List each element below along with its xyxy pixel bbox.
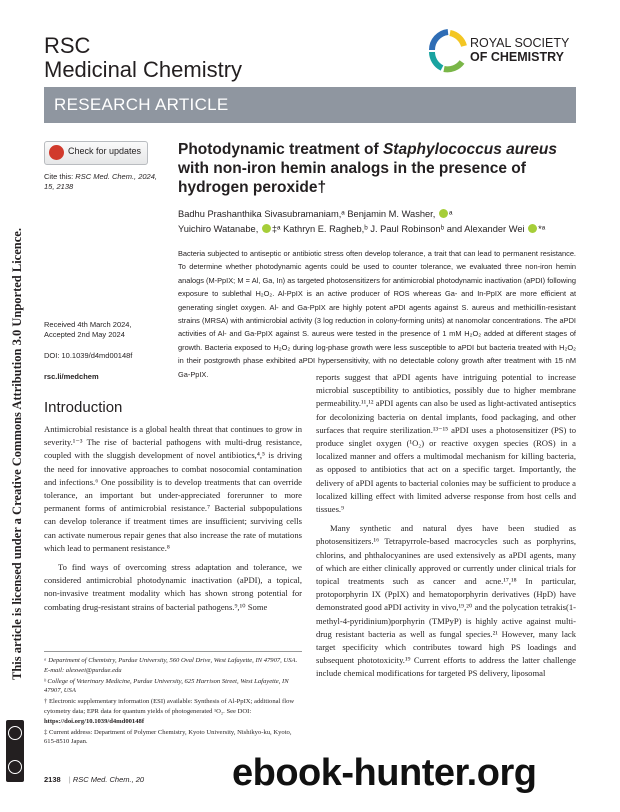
- cite-label: Cite this:: [44, 172, 74, 181]
- paragraph: reports suggest that aPDI agents have intriguing potential to increase microbial susceptibility to antibiotics, possibly due to higher membrane permeability.¹¹,¹² aPDI agents can also be used as light-activated antiseptics for decolonizing bacteria on dental implants, food packaging, and other surfaces that require sterilization.¹³⁻¹⁵ aPDI uses a photosensitizer (PS) to produce singlet oxygen (¹O₂) or reactive oxygen species (ROS) in a localized manner and offers a multimodal mechanism for killing bacteria, as opposed to antibiotics that act on a specific target. Importantly, the delivery of aPDI agents to bacterial colonies may be sufficient to produce a localized killing effect with limited adverse response from host cells and tissues.⁹: [316, 372, 576, 515]
- paragraph: Antimicrobial resistance is a global health threat that continues to grow in severity.¹⁻³ The rise of bacterial pathogens with multi-drug resistance, coupled with the sluggish development of novel antibiotics,⁴,⁵ is driving the need for innovative approaches to combat nosocomial contamination and infections.⁶ One possibility is to develop treatments that can override tolerance, an important but under-appreciated forerunner to more permanent forms of antimicrobial resistance.⁷ Bacterial subpopulations can develop tolerance if treatment times are insufficient; surviving cells can activate numerous repair genes that also increase the rate of mutations which lead to permanent resistance.⁸: [44, 424, 302, 553]
- author-list: [178, 207, 578, 237]
- doi: DOI: 10.1039/d4md00148f: [44, 351, 133, 360]
- page-footer: 2138 | RSC Med. Chem., 20: [44, 775, 145, 784]
- licence-strip: [10, 210, 24, 680]
- abstract: Bacteria subjected to antiseptic or antibiotic stress often develop tolerance, a trait that can lead to permanent resistance. To determine whether photodynamic agents could be used to counter tolerance, we evaluated three non-iron hemin analogs (M-PpIX; M = Al, Ga, In) as targeted photosensitizers for antimicrobial photodynamic inactivation (aPDI) following exposure to sublethal H₂O₂. Al-PpIX is an active producer of ROS whereas Ga- and In-PpIX are more efficient at generating singlet oxygen. Al- and Ga-PpIX are highly potent aPDI agents against S. aureus and methicillin-resistant strains (MRSA) with antimicrobial activity (3 log reduction in colony-forming units) at nanomolar concentrations. The aPDI activities of Al- and Ga-PpIX against S. aureus were tested in the presence of 1 mM H₂O₂ added at different stages of growth. Bacteria exposed to H₂O₂ during log-phase growth were less susceptible to aPDI but bacteria treated with H₂O₂ in their postgrowth phase exhibited aPDI hypersensitivity, with no detectable colony growth after treatment with 15 nM Ga-PpIX.: [178, 249, 576, 379]
- title-part1: Photodynamic treatment of: [178, 141, 383, 158]
- authors-line2a: Yuichiro Watanabe,: [178, 224, 259, 234]
- footer-journal: RSC Med. Chem., 20: [72, 775, 145, 784]
- publisher-line1: ROYAL SOCIETY: [470, 36, 570, 50]
- publisher-line2: OF CHEMISTRY: [470, 50, 564, 64]
- journal-name: [44, 34, 242, 82]
- check-updates-label: Check for updates: [68, 146, 142, 156]
- esi-doi-link[interactable]: https://doi.org/10.1039/d4md00148f: [44, 717, 145, 725]
- body-column-left: [44, 423, 302, 614]
- orcid-icon[interactable]: [439, 209, 448, 218]
- check-for-updates-button[interactable]: [44, 141, 148, 165]
- page-number: 2138: [44, 775, 61, 784]
- section-heading-introduction: Introduction: [44, 399, 123, 416]
- orcid-icon[interactable]: [528, 224, 537, 233]
- by-icon: [8, 760, 22, 774]
- journal-name-line1: RSC: [44, 33, 91, 58]
- cite-text: RSC Med. Chem., 2024, 15, 2138: [44, 172, 157, 191]
- citation-info: [44, 172, 169, 192]
- title-italic: Staphylococcus aureus: [382, 141, 557, 158]
- authors-line2-sup: *ᵃ: [538, 224, 546, 234]
- authors-line1-sup: ᵃ: [448, 209, 453, 219]
- rsc-logo-mark-icon: [428, 28, 468, 76]
- footnote-esi: [44, 697, 302, 726]
- orcid-icon[interactable]: [262, 224, 271, 233]
- accepted-date: Accepted 2nd May 2024: [44, 330, 125, 339]
- watermark: ebook-hunter.org: [232, 752, 537, 794]
- journal-link[interactable]: rsc.li/medchem: [44, 372, 99, 381]
- footnote-esi-text: † Electronic supplementary information (ESI) available: Synthesis of Al-PpIX; additional flow cytometry data; EPR data for quantum yields of photogenerated ¹O₂. See DOI:: [44, 698, 295, 715]
- footnote-a: ᵃ Department of Chemistry, Purdue University, 560 Oval Drive, West Lafayette, IN 47907, USA. E-mail: alexwei@purdue.edu: [44, 657, 298, 674]
- authors-line1: Badhu Prashanthika Sivasubramaniam,ᵃ Benjamin M. Washer,: [178, 209, 436, 219]
- cc-icon: [8, 726, 22, 740]
- section-label: RESEARCH ARTICLE: [54, 95, 229, 114]
- check-updates-icon: [49, 145, 64, 160]
- footnotes: [44, 656, 302, 748]
- footnote-b: ᵇ College of Veterinary Medicine, Purdue University, 625 Harrison Street, West Lafayette, IN 47907, USA: [44, 677, 289, 695]
- licence-text: This article is licensed under a Creative Commons Attribution 3.0 Unported Licence.: [10, 228, 24, 680]
- received-date: Received 4th March 2024,: [44, 320, 132, 329]
- footnote-divider: [44, 651, 302, 652]
- body-column-right: [316, 371, 576, 681]
- authors-line2b: ‡ᵃ Kathryn E. Ragheb,ᵇ J. Paul Robinsonᵇ and Alexander Wei: [271, 224, 525, 234]
- rsc-logo-text: [470, 36, 569, 64]
- author-line-2: [178, 222, 578, 237]
- paragraph: To find ways of overcoming stress adaptation and tolerance, we considered antimicrobial photodynamic inactivation (aPDI), a topical, non-invasive treatment modality which has shown strong potential for combating drug-resistant strains of bacterial pathogens.⁹,¹⁰ Some: [44, 562, 302, 612]
- title-part2: with non-iron hemin analogs in the presence of hydrogen peroxide†: [178, 160, 526, 196]
- article-title: [178, 140, 568, 197]
- section-banner: [44, 87, 576, 123]
- cc-by-icon: [6, 720, 24, 782]
- rsc-logo: [428, 26, 593, 86]
- received-accepted-dates: [44, 320, 169, 340]
- footnote-current-address: ‡ Current address: Department of Polymer Chemistry, Kyoto University, Nishikyo-ku, Kyoto, 615-8510 Japan.: [44, 728, 292, 746]
- journal-name-line2: Medicinal Chemistry: [44, 57, 243, 82]
- paragraph: Many synthetic and natural dyes have been studied as photosensitizers.¹⁶ Tetrapyrrole-based macrocycles such as porphyrins, chlorins, and phthalocyanines are used extensively as aPDI agents, many of which are either clinically approved or currently under clinical trials for topical treatments such as cancer and acne.¹⁷,¹⁸ In particular, protoporphyrin IX (PpIX) and hematoporphyrin derivatives (HpD) have demonstrated good aPDI activity in vivo,¹⁹,²⁰ and the polycation tetrakis(1-methyl-4-pyridinium)porphyrin (TMPyP) is highly active against multi-drug resistant bacteria as well as fungal species.²¹ However, many lack target specificity which contributes toward high PS loadings and subsequent phototoxicity.¹⁹ Current efforts to address the latter challenge include chemical modifications for targeted PS delivery, liposomal: [316, 523, 576, 679]
- author-line-1: [178, 207, 578, 222]
